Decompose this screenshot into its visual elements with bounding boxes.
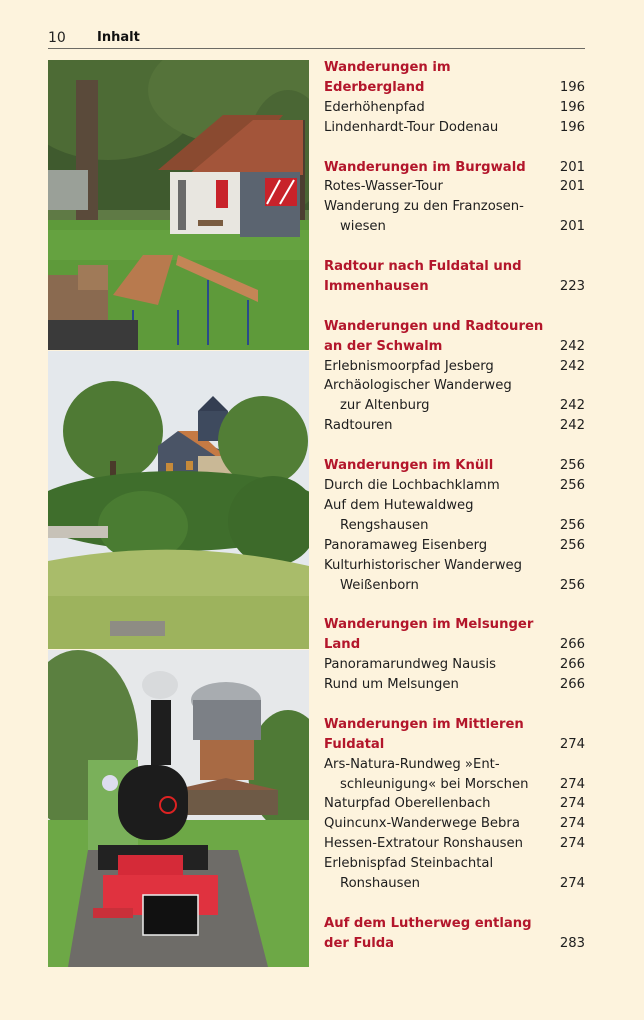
toc-entry[interactable] — [324, 476, 585, 496]
toc-section-heading[interactable] — [324, 158, 585, 178]
toc-section-heading[interactable] — [324, 615, 585, 655]
toc-entry-title: Durch die Lochbachklamm — [324, 477, 500, 493]
toc-page-number: 274 — [559, 736, 585, 752]
toc-entry[interactable] — [324, 854, 585, 874]
toc-page-number: 256 — [559, 458, 585, 474]
toc-entry-title: Wanderungen im Mittleren — [324, 716, 524, 732]
toc-entry-title: Naturpfad Oberellenbach — [324, 796, 491, 812]
toc-section-heading[interactable] — [324, 58, 585, 98]
photo-chapel — [48, 351, 309, 649]
toc-entry[interactable] — [324, 217, 585, 237]
toc-page-number: 256 — [559, 517, 585, 533]
toc-entry-title: Wanderung zu den Franzosen- — [324, 199, 524, 215]
section-spacer — [324, 297, 585, 317]
toc-entry[interactable] — [324, 655, 585, 675]
toc-page-number: 201 — [559, 179, 585, 195]
toc-entry-title: der Fulda — [324, 935, 395, 951]
toc-page-number: 256 — [559, 577, 585, 593]
toc-entry-title: Rund um Melsungen — [324, 677, 459, 693]
toc-entry-title: Radtour nach Fuldatal und — [324, 259, 522, 275]
toc-entry-title: Weißenborn — [340, 577, 419, 593]
section-spacer — [324, 436, 585, 456]
toc-entry-title: Ederhöhenpfad — [324, 99, 425, 115]
toc-page-number: 274 — [559, 796, 585, 812]
toc-entry-title: Erlebnismoorpfad Jesberg — [324, 358, 494, 374]
toc-entry-title: Auf dem Hutewaldweg — [324, 497, 474, 513]
toc-section-heading[interactable] — [324, 257, 585, 277]
toc-entry-title: Ars-Natura-Rundweg »Ent- — [324, 756, 500, 772]
toc-entry-title: Rotes-Wasser-Tour — [324, 179, 443, 195]
toc-entry[interactable] — [324, 197, 585, 217]
toc-page-number: 283 — [559, 935, 585, 951]
toc-entry-title: Quincunx-Wanderwege Bebra — [324, 816, 520, 832]
toc-entry[interactable] — [324, 794, 585, 814]
toc-entry-title: wiesen — [340, 219, 386, 235]
toc-entry[interactable] — [324, 496, 585, 516]
toc-entry-title: Wanderungen im Ederbergland — [324, 60, 451, 95]
toc-entry-title: Ronshausen — [340, 876, 421, 892]
toc-page-number: 256 — [559, 537, 585, 553]
toc-entry[interactable] — [324, 516, 585, 536]
toc-entry[interactable] — [324, 376, 585, 396]
toc-entry-title: Wanderungen und Radtouren — [324, 318, 544, 334]
toc-entry-title: Hessen-Extratour Ronshausen — [324, 836, 524, 852]
page-number: 10 — [48, 30, 66, 46]
toc-section-heading[interactable] — [324, 277, 585, 297]
toc-page-number: 242 — [559, 398, 585, 414]
toc-page-number: 223 — [559, 278, 585, 294]
toc-entry-title: Kulturhistorischer Wanderweg — [324, 557, 522, 573]
toc-entry-title: Panoramarundweg Nausis — [324, 657, 496, 673]
toc-page-number: 201 — [559, 219, 585, 235]
section-spacer — [324, 138, 585, 158]
section-spacer — [324, 595, 585, 615]
toc-page-number: 266 — [559, 657, 585, 673]
toc-page-number: 196 — [559, 119, 585, 135]
toc-entry-title: Rengshausen — [340, 517, 429, 533]
toc-entry-title: Auf dem Lutherweg entlang — [324, 915, 532, 931]
toc-entry[interactable] — [324, 177, 585, 197]
toc-entry-title: Erlebnispfad Steinbachtal — [324, 856, 494, 872]
toc-entry-title: zur Altenburg — [340, 398, 430, 414]
section-spacer — [324, 695, 585, 715]
toc-page-number: 274 — [559, 876, 585, 892]
toc-entry[interactable] — [324, 98, 585, 118]
toc-entry-title: Radtouren — [324, 418, 393, 434]
table-of-contents — [324, 58, 585, 954]
toc-section-heading[interactable] — [324, 735, 585, 755]
toc-entry[interactable] — [324, 118, 585, 138]
toc-page-number: 242 — [559, 358, 585, 374]
toc-entry[interactable] — [324, 814, 585, 834]
page-header — [48, 30, 585, 48]
toc-page-number: 196 — [559, 99, 585, 115]
toc-entry[interactable] — [324, 834, 585, 854]
toc-page-number: 242 — [559, 418, 585, 434]
toc-entry-title: Wanderungen im Burgwald — [324, 159, 526, 175]
photo-locomotive — [48, 650, 309, 967]
photo-hut — [48, 60, 309, 350]
toc-page-number: 201 — [559, 159, 585, 175]
toc-entry[interactable] — [324, 536, 585, 556]
toc-section-heading[interactable] — [324, 337, 585, 357]
toc-section-heading[interactable] — [324, 317, 585, 337]
toc-entry-title: an der Schwalm — [324, 338, 443, 354]
toc-page-number: 266 — [559, 637, 585, 653]
toc-page-number: 266 — [559, 677, 585, 693]
toc-page-number: 242 — [559, 338, 585, 354]
toc-entry-title: Archäologischer Wanderweg — [324, 378, 512, 394]
toc-page-number: 256 — [559, 477, 585, 493]
toc-section-heading[interactable] — [324, 914, 585, 934]
toc-entry[interactable] — [324, 675, 585, 695]
section-spacer — [324, 894, 585, 914]
toc-page-number: 274 — [559, 816, 585, 832]
toc-entry-title: Fuldatal — [324, 736, 385, 752]
toc-entry-title: schleunigung« bei Morschen — [340, 776, 529, 792]
header-rule — [48, 48, 585, 49]
toc-section-heading[interactable] — [324, 456, 585, 476]
toc-page-number: 274 — [559, 836, 585, 852]
toc-entry-title: Panoramaweg Eisenberg — [324, 537, 488, 553]
toc-entry-title: Lindenhardt-Tour Dodenau — [324, 119, 499, 135]
toc-entry[interactable] — [324, 357, 585, 377]
toc-entry[interactable] — [324, 576, 585, 596]
toc-entry[interactable] — [324, 775, 585, 795]
toc-entry[interactable] — [324, 755, 585, 775]
toc-section-heading[interactable] — [324, 715, 585, 735]
toc-section-heading[interactable] — [324, 934, 585, 954]
toc-entry[interactable] — [324, 416, 585, 436]
section-title: Inhalt — [97, 30, 140, 45]
toc-page-number: 274 — [559, 776, 585, 792]
toc-page-number: 196 — [559, 79, 585, 95]
toc-entry-title: Immenhausen — [324, 278, 429, 294]
toc-entry[interactable] — [324, 396, 585, 416]
toc-entry[interactable] — [324, 874, 585, 894]
toc-entry-title: Wanderungen im Knüll — [324, 458, 494, 474]
toc-entry[interactable] — [324, 556, 585, 576]
section-spacer — [324, 237, 585, 257]
toc-entry-title: Wanderungen im Melsunger Land — [324, 617, 534, 653]
